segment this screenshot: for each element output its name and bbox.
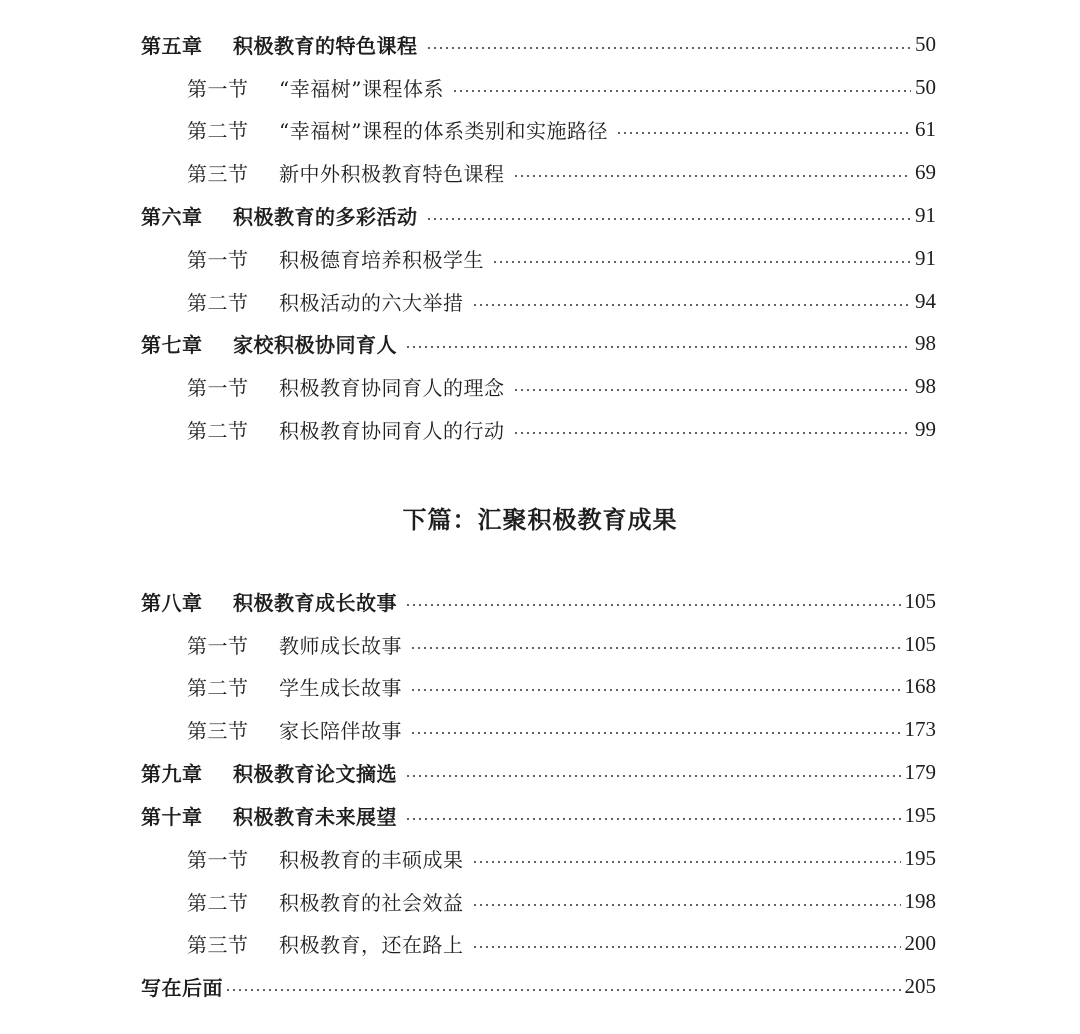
chapter-title: 积极教育论文摘选: [233, 761, 397, 786]
page-number: 50: [915, 74, 936, 99]
toc-closing-entry[interactable]: [0, 966, 1080, 1006]
section-label: 第二节: [187, 675, 249, 700]
dot-leader: [492, 261, 911, 263]
toc-chapter-entry[interactable]: [0, 581, 1080, 621]
dot-leader: [472, 861, 901, 863]
page-number: 179: [904, 759, 936, 784]
section-title: 积极活动的六大举措: [279, 290, 464, 315]
section-title: “幸福树”课程的体系类别和实施路径: [279, 118, 608, 143]
toc-chapter-entry[interactable]: [0, 323, 1080, 363]
toc-chapter-entry[interactable]: [0, 195, 1080, 235]
page-number: 61: [915, 116, 936, 141]
closing-title: 写在后面: [141, 975, 223, 1000]
dot-leader: [410, 647, 901, 649]
chapter-title: 家校积极协同育人: [233, 332, 397, 357]
dot-leader: [452, 90, 911, 92]
section-label: 第一节: [187, 375, 249, 400]
dot-leader: [426, 47, 912, 49]
section-title: 教师成长故事: [279, 633, 402, 658]
section-label: 第二节: [187, 418, 249, 443]
page-number: 69: [915, 159, 936, 184]
dot-leader: [513, 175, 912, 177]
page-number: 105: [904, 631, 936, 656]
page-number: 195: [904, 845, 936, 870]
toc-section-entry[interactable]: [0, 238, 1080, 278]
section-title: 积极德育培养积极学生: [279, 247, 484, 272]
toc-section-entry[interactable]: [0, 666, 1080, 706]
chapter-title: 积极教育成长故事: [233, 590, 397, 615]
chapter-label: 第七章: [141, 332, 203, 357]
chapter-title: 积极教育未来展望: [233, 804, 397, 829]
chapter-label: 第六章: [141, 204, 203, 229]
toc-section-entry[interactable]: [0, 624, 1080, 664]
page-number: 173: [904, 716, 936, 741]
dot-leader: [405, 818, 901, 820]
section-label: 第三节: [187, 932, 249, 957]
section-title: 积极教育，还在路上: [279, 932, 464, 957]
toc-section-entry[interactable]: [0, 709, 1080, 749]
section-title: 积极教育的社会效益: [279, 890, 464, 915]
page-number: 99: [915, 416, 936, 441]
dot-leader: [410, 732, 901, 734]
section-label: 第二节: [187, 118, 249, 143]
section-title: 学生成长故事: [279, 675, 402, 700]
section-title: 家长陪伴故事: [279, 718, 402, 743]
page-number: 105: [904, 588, 936, 613]
page-number: 200: [904, 930, 936, 955]
page-number: 98: [915, 373, 936, 398]
dot-leader: [410, 689, 901, 691]
dot-leader: [405, 346, 911, 348]
toc-section-entry[interactable]: [0, 881, 1080, 921]
page-number: 205: [904, 973, 936, 998]
part-heading: 下篇：汇聚积极教育成果: [402, 505, 678, 534]
dot-leader: [513, 389, 912, 391]
dot-leader: [616, 132, 911, 134]
section-label: 第一节: [187, 847, 249, 872]
page-number: 50: [915, 31, 936, 56]
toc-chapter-entry[interactable]: [0, 24, 1080, 64]
chapter-label: 第十章: [141, 804, 203, 829]
toc-section-entry[interactable]: [0, 281, 1080, 321]
dot-leader: [472, 904, 901, 906]
chapter-label: 第九章: [141, 761, 203, 786]
dot-leader: [513, 432, 912, 434]
dot-leader: [426, 218, 912, 220]
toc-chapter-entry[interactable]: [0, 795, 1080, 835]
dot-leader: [225, 989, 901, 991]
page-number: 198: [904, 888, 936, 913]
dot-leader: [472, 946, 901, 948]
toc-chapter-entry[interactable]: [0, 752, 1080, 792]
page-number: 91: [915, 245, 936, 270]
page-number: 94: [915, 288, 936, 313]
chapter-label: 第五章: [141, 33, 203, 58]
dot-leader: [405, 775, 901, 777]
toc-section-entry[interactable]: [0, 152, 1080, 192]
section-title: 新中外积极教育特色课程: [279, 161, 505, 186]
toc-section-entry[interactable]: [0, 67, 1080, 107]
section-title: 积极教育协同育人的理念: [279, 375, 505, 400]
section-title: “幸福树”课程体系: [279, 76, 444, 101]
page-number: 195: [904, 802, 936, 827]
toc-section-entry[interactable]: [0, 838, 1080, 878]
chapter-label: 第八章: [141, 590, 203, 615]
page-number: 98: [915, 330, 936, 355]
section-label: 第一节: [187, 633, 249, 658]
dot-leader: [405, 604, 901, 606]
toc-section-entry[interactable]: [0, 409, 1080, 449]
section-title: 积极教育协同育人的行动: [279, 418, 505, 443]
section-label: 第三节: [187, 161, 249, 186]
page-number: 91: [915, 202, 936, 227]
section-label: 第一节: [187, 76, 249, 101]
section-title: 积极教育的丰硕成果: [279, 847, 464, 872]
section-label: 第二节: [187, 890, 249, 915]
chapter-title: 积极教育的特色课程: [233, 33, 418, 58]
toc-section-entry[interactable]: [0, 109, 1080, 149]
toc-section-entry[interactable]: [0, 366, 1080, 406]
dot-leader: [472, 304, 912, 306]
section-label: 第二节: [187, 290, 249, 315]
toc-section-entry[interactable]: [0, 923, 1080, 963]
section-label: 第三节: [187, 718, 249, 743]
chapter-title: 积极教育的多彩活动: [233, 204, 418, 229]
section-label: 第一节: [187, 247, 249, 272]
page-number: 168: [904, 673, 936, 698]
